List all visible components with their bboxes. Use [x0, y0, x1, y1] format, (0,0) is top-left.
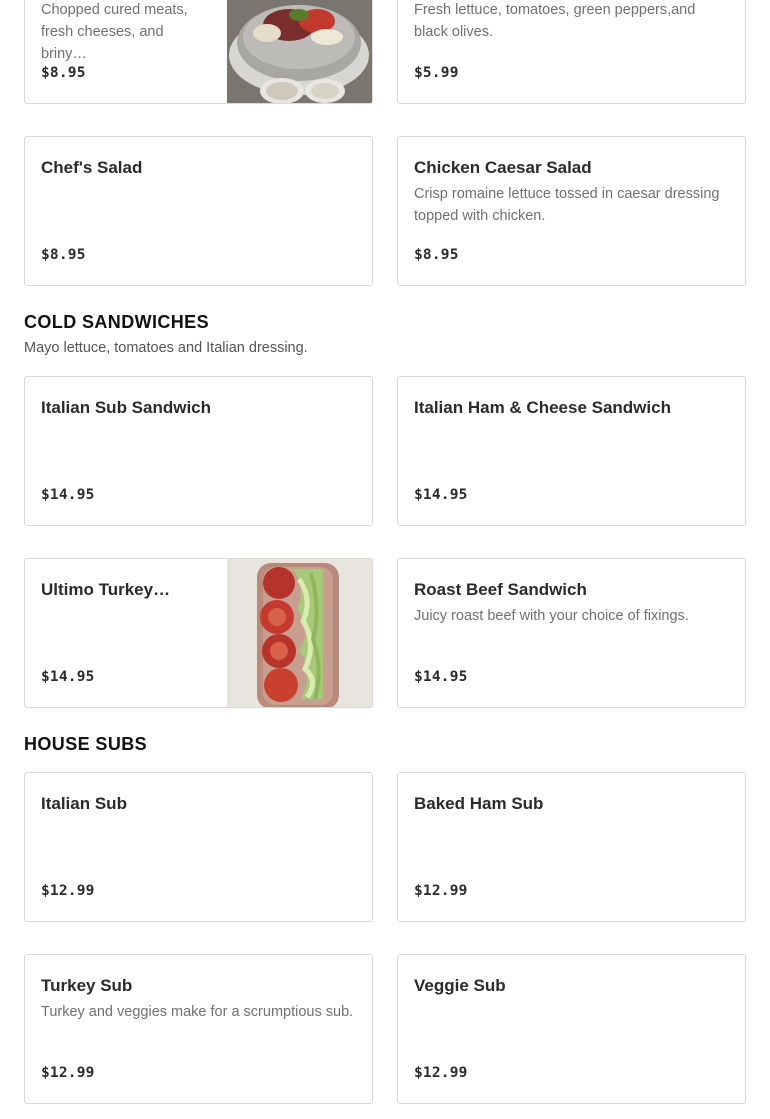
- menu-item-card[interactable]: [397, 136, 746, 286]
- menu-item-card[interactable]: [397, 558, 746, 708]
- menu-item-description: Juicy roast beef with your choice of fixings.: [414, 608, 689, 624]
- menu-item-card[interactable]: [397, 376, 746, 526]
- menu-item-name: Chef's Salad: [41, 158, 143, 177]
- menu-item-name: Roast Beef Sandwich: [414, 580, 587, 599]
- menu-item-card[interactable]: [24, 136, 373, 286]
- turkey-sandwich-photo: [227, 559, 372, 707]
- menu-item-description: Crisp romaine lettuce tossed in caesar dressing topped with chicken.: [414, 186, 720, 224]
- menu-item-name: Baked Ham Sub: [414, 794, 544, 813]
- menu-item-price: $14.95: [414, 487, 468, 503]
- section-title-house-subs: HOUSE SUBS: [24, 734, 148, 754]
- menu-item-description: Turkey and veggies make for a scrumptious sub.: [41, 1004, 354, 1020]
- menu-item-price: $12.99: [41, 883, 95, 899]
- menu-item-description: Chopped cured meats, fresh cheeses, and briny…: [41, 2, 188, 62]
- menu-item-price: $14.95: [41, 669, 95, 685]
- menu-item-price: $8.95: [41, 65, 86, 81]
- menu-item-price: $8.95: [414, 247, 459, 263]
- antipasto-salad-photo: [227, 0, 372, 103]
- section-title-cold-sandwiches: COLD SANDWICHES: [24, 312, 209, 332]
- menu-item-price: $14.95: [414, 669, 468, 685]
- menu-item-price: $5.99: [414, 65, 459, 81]
- menu-item-price: $14.95: [41, 487, 95, 503]
- menu-item-name: Italian Ham & Cheese Sandwich: [414, 398, 671, 417]
- section-description: Mayo lettuce, tomatoes and Italian dressing.: [24, 340, 308, 356]
- menu-item-price: $12.99: [41, 1065, 95, 1081]
- menu-item-card[interactable]: [24, 376, 373, 526]
- menu-item-name: Ultimo Turkey…: [41, 580, 171, 599]
- menu-item-description: Fresh lettuce, tomatoes, green peppers,and black olives.: [414, 2, 696, 40]
- menu-item-price: $12.99: [414, 883, 468, 899]
- menu-item-name: Veggie Sub: [414, 976, 506, 995]
- menu-item-card[interactable]: [24, 772, 373, 922]
- menu-item-card[interactable]: [24, 0, 373, 104]
- menu-item-card[interactable]: [397, 0, 746, 104]
- menu-item-name: Turkey Sub: [41, 976, 133, 995]
- menu-item-name: Italian Sub: [41, 794, 127, 813]
- menu-item-card[interactable]: [24, 558, 373, 708]
- menu-item-card[interactable]: [24, 954, 373, 1104]
- menu-item-card[interactable]: [397, 772, 746, 922]
- menu-item-card[interactable]: [397, 954, 746, 1104]
- menu-item-price: $12.99: [414, 1065, 468, 1081]
- menu-item-name: Italian Sub Sandwich: [41, 398, 212, 417]
- menu-item-price: $8.95: [41, 247, 86, 263]
- menu-item-name: Chicken Caesar Salad: [414, 158, 592, 177]
